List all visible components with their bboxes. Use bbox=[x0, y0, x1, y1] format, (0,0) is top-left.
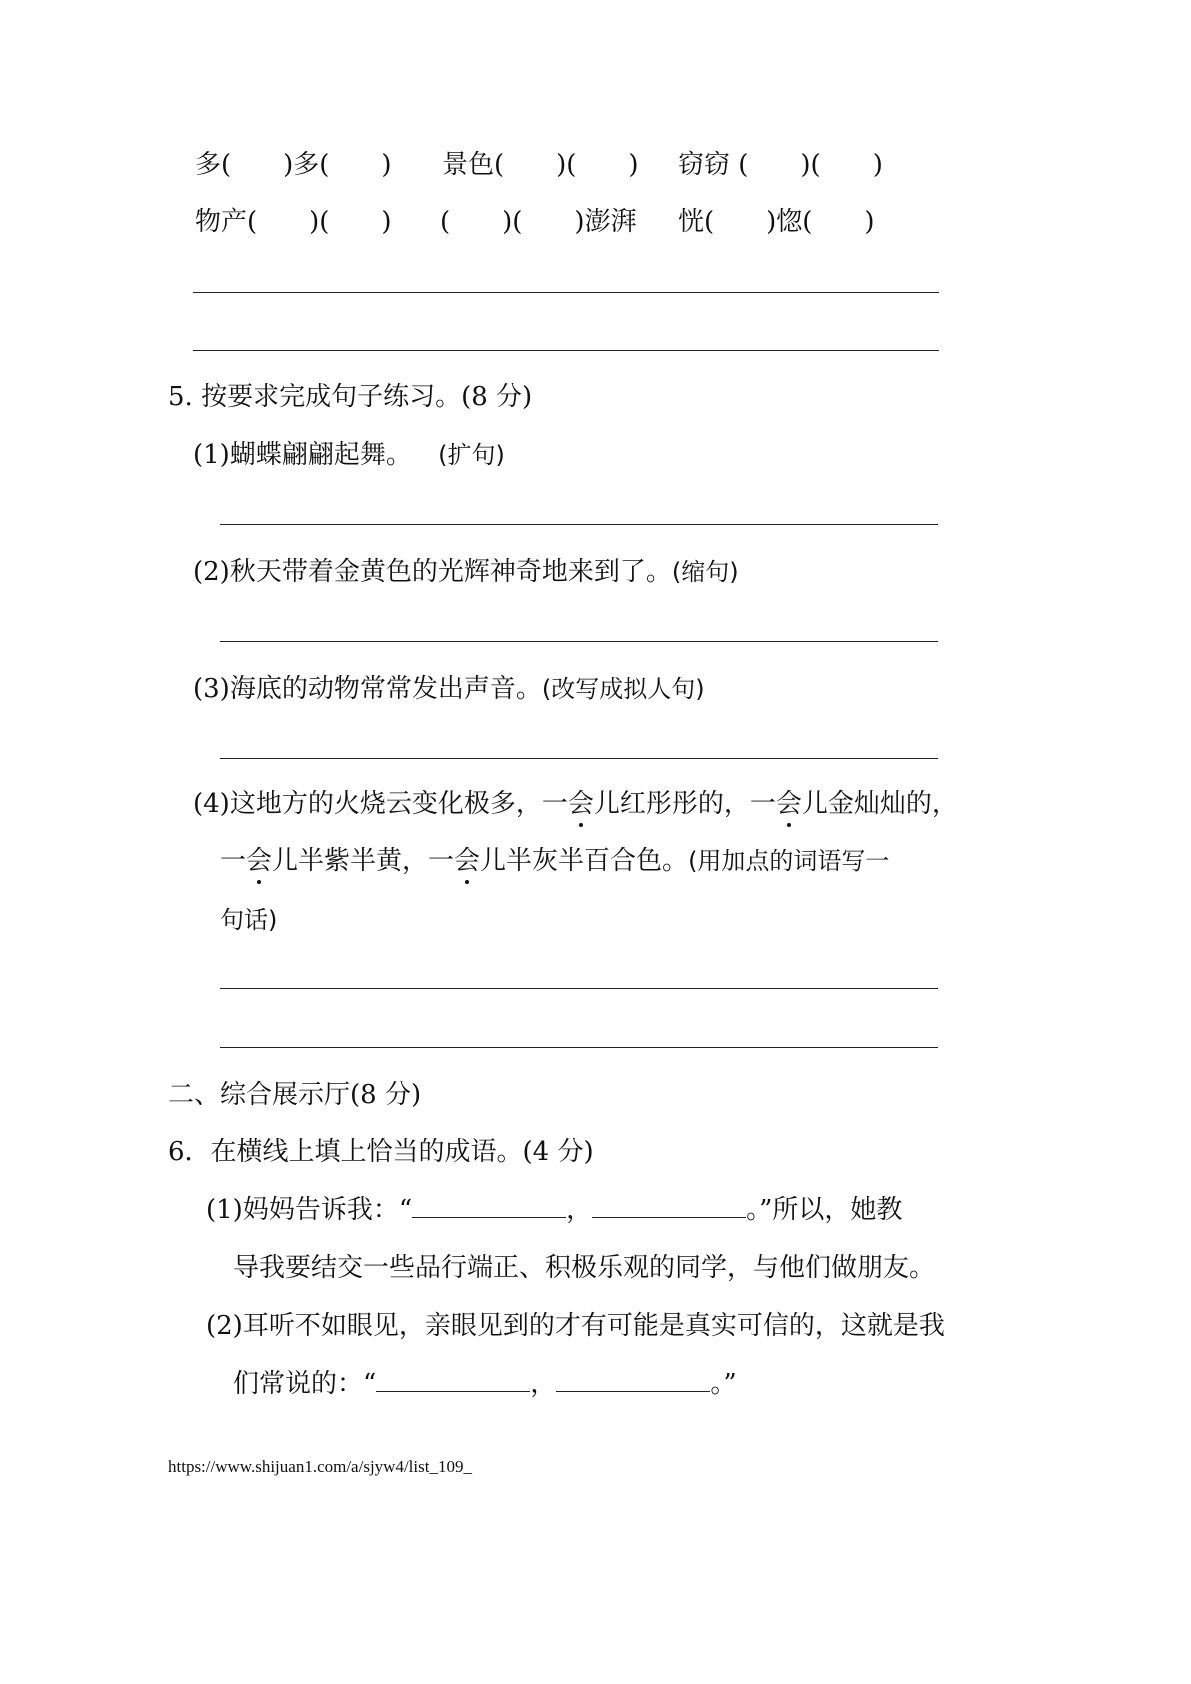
q5-item-3 bbox=[193, 672, 705, 706]
dotted-word bbox=[750, 789, 828, 819]
idiom-fill-blank[interactable] bbox=[592, 1193, 746, 1218]
answer-line[interactable] bbox=[220, 758, 938, 759]
idiom-fill-blank[interactable] bbox=[412, 1193, 566, 1218]
dotted-word-text: 一会儿 bbox=[541, 789, 620, 819]
q6-title: 6．在横线上填上恰当的成语。(4 分) bbox=[168, 1137, 594, 1167]
answer-line[interactable] bbox=[193, 292, 939, 293]
q5-item-4-text-e: 半灰半百合色。 bbox=[506, 846, 689, 876]
q5-title: 5. 按要求完成句子练习。(8 分) bbox=[168, 382, 533, 412]
section-2-title: 二、综合展示厅(8 分) bbox=[168, 1080, 422, 1110]
answer-line[interactable] bbox=[193, 350, 939, 351]
q6-item-1-suffix: 。”所以，她教 bbox=[746, 1195, 903, 1225]
q6-item-1-prefix: (1)妈妈告诉我：“ bbox=[206, 1195, 413, 1225]
q5-item-4-hint-b: 句话) bbox=[220, 906, 278, 934]
answer-line[interactable] bbox=[220, 641, 938, 642]
q5-item-4-text-d: 半紫半黄， bbox=[298, 846, 429, 876]
q6-item-1-line-1 bbox=[206, 1193, 902, 1227]
q6-item-2-line-1: (2)耳听不如眼见，亲眼见到的才有可能是真实可信的，这就是我 bbox=[206, 1311, 945, 1341]
q6-item-2-comma: ， bbox=[530, 1369, 557, 1399]
dotted-word-text: 一会儿 bbox=[428, 846, 507, 876]
q5-item-1 bbox=[193, 438, 505, 472]
q5-item-4-text-b: 红彤彤的， bbox=[619, 789, 750, 819]
idiom-blank-6: 恍( )惚( ) bbox=[678, 207, 875, 237]
answer-line[interactable] bbox=[220, 1047, 938, 1048]
q5-item-4-hint-a: (用加点的词语写一 bbox=[688, 847, 890, 875]
q5-item-1-hint: (扩句) bbox=[438, 441, 505, 469]
idiom-blank-4: 物产( )( ) bbox=[195, 207, 392, 237]
q5-item-2-text: (2)秋天带着金黄色的光辉神奇地来到了。 bbox=[193, 557, 672, 587]
idiom-blank-2: 景色( )( ) bbox=[442, 150, 639, 180]
idiom-blank-5: ( )( )澎湃 bbox=[440, 207, 637, 237]
q5-item-2-hint: (缩句) bbox=[671, 558, 739, 586]
dotted-word-text: 一会儿 bbox=[749, 789, 828, 819]
q6-item-2-suffix: 。” bbox=[710, 1369, 737, 1399]
dotted-word bbox=[542, 789, 620, 819]
q5-item-4-text-c: 金灿灿的， bbox=[827, 789, 958, 819]
q5-item-4-line-2 bbox=[220, 844, 889, 878]
q5-item-4-text-a: (4)这地方的火烧云变化极多， bbox=[193, 789, 542, 819]
q5-item-3-hint: (改写成拟人句) bbox=[541, 675, 705, 703]
q5-item-3-text: (3)海底的动物常常发出声音。 bbox=[193, 674, 542, 704]
answer-line[interactable] bbox=[220, 988, 938, 989]
q6-item-1-line-2: 导我要结交一些品行端正、积极乐观的同学，与他们做朋友。 bbox=[233, 1253, 936, 1283]
q5-item-4-line-1 bbox=[193, 787, 958, 821]
answer-line[interactable] bbox=[220, 524, 938, 525]
idiom-blank-3: 窃窃 ( )( ) bbox=[678, 150, 883, 180]
q6-item-2-line-2 bbox=[233, 1367, 737, 1401]
idiom-blank-1: 多( )多( ) bbox=[195, 150, 392, 180]
q6-item-1-comma: ， bbox=[566, 1195, 593, 1225]
idiom-fill-blank[interactable] bbox=[556, 1367, 710, 1392]
footer-url[interactable]: https://www.shijuan1.com/a/sjyw4/list_109_ bbox=[168, 1457, 472, 1476]
dotted-word bbox=[428, 846, 506, 876]
q5-item-1-text: (1)蝴蝶翩翩起舞。 bbox=[193, 440, 412, 470]
idiom-fill-blank[interactable] bbox=[376, 1367, 530, 1392]
dotted-word-text: 一会儿 bbox=[220, 846, 299, 876]
dotted-word bbox=[220, 846, 298, 876]
q6-item-2-prefix: 们常说的：“ bbox=[233, 1369, 377, 1399]
q5-item-2 bbox=[193, 555, 739, 589]
